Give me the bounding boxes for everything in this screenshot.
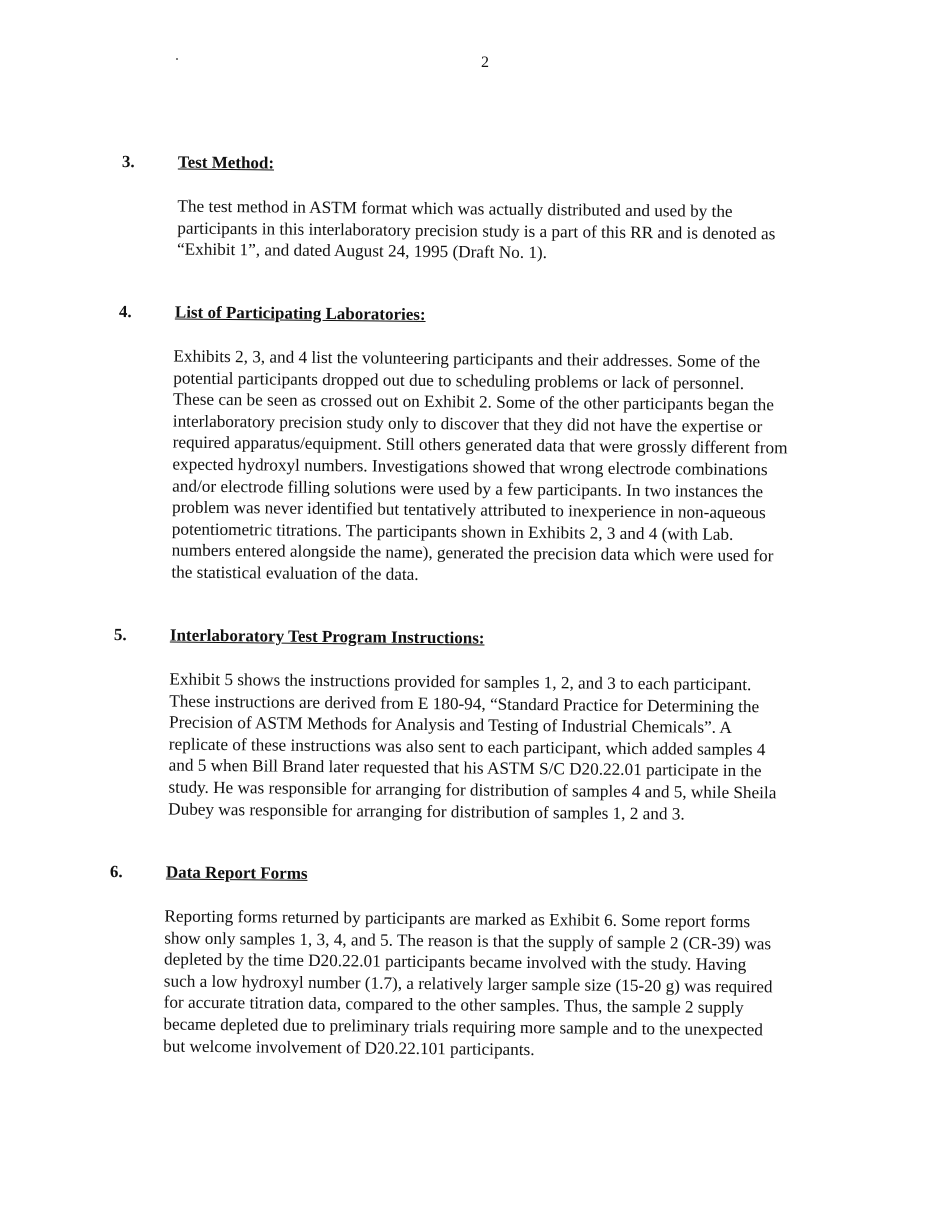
section-body [168, 669, 777, 826]
section-heading [114, 625, 778, 651]
paragraph-line: These can be seen as crossed out on Exhibit 2. Some of the other participants began the [172, 389, 775, 415]
paragraph-line: Exhibits 2, 3, and 4 list the volunteering participants and their addresses. Some of the [173, 346, 761, 372]
section-heading [122, 152, 776, 178]
paragraph-line: “Exhibit 1”, and dated August 24, 1995 (Draft No. 1). [176, 239, 548, 263]
paragraph-line: expected hydroxyl numbers. Investigations showed that wrong electrode combinations [172, 454, 768, 480]
paragraph-line: potentiometric titrations. The participants shown in Exhibits 2, 3 and 4 (with Lab. [171, 519, 734, 544]
paragraph-line: and/or electrode filling solutions were used by a few participants. In two instances the [172, 476, 764, 501]
paragraph-line: such a low hydroxyl number (1.7), a relatively larger sample size (15-20 g) was required [163, 971, 773, 997]
section-data-report-forms [108, 862, 774, 1063]
paragraph-line: and 5 when Bill Brand later requested that his ASTM S/C D20.22.01 participate in the [168, 755, 762, 781]
section-title: Interlaboratory Test Program Instructions: [169, 625, 485, 648]
paragraph-line: Reporting forms returned by participants are marked as Exhibit 6. Some report forms [164, 906, 751, 932]
paragraph-line: but welcome involvement of D20.22.101 participants. [163, 1036, 535, 1059]
paragraph-line: The test method in ASTM format which was actually distributed and used by the [177, 196, 733, 221]
paragraph-line: Exhibit 5 shows the instructions provided for samples 1, 2, and 3 to each participant. [169, 669, 752, 695]
section-number: 5. [113, 625, 127, 645]
section-heading [119, 302, 789, 328]
page-number: 2 [481, 54, 489, 71]
paragraph-line: show only samples 1, 3, 4, and 5. The reason is that the supply of sample 2 (CR-39) was [164, 928, 772, 953]
paragraph-line: potential participants dropped out due to scheduling problems or lack of personnel. [173, 368, 745, 393]
paragraph-line: required apparatus/equipment. Still others generated data that were grossly different from [172, 432, 788, 458]
paragraph-line: problem was never identified but tentatively attributed to inexperience in non-aqueous [171, 497, 766, 523]
paragraph-line: for accurate titration data, compared to the other samples. Thus, the sample 2 supply [163, 992, 744, 1018]
section-title: Test Method: [177, 152, 275, 173]
section-title: List of Participating Laboratories: [174, 302, 426, 324]
paragraph-line: numbers entered alongside the name), generated the precision data which were used for [171, 540, 774, 566]
section-test-method [121, 152, 776, 266]
paragraph-line: participants in this interlaboratory precision study is a part of this RR and is denoted as [177, 218, 776, 243]
paragraph-line: replicate of these instructions was also sent to each participant, which added samples 4 [168, 734, 766, 760]
scan-speck [176, 58, 178, 60]
section-title: Data Report Forms [165, 862, 308, 883]
section-participating-laboratories [116, 302, 789, 589]
paragraph-line: depleted by the time D20.22.01 participants became involved with the study. Having [163, 949, 747, 975]
section-heading [110, 862, 774, 888]
paragraph-line: study. He was responsible for arranging for distribution of samples 4 and 5, while Sheila [168, 777, 777, 803]
section-body [177, 196, 776, 267]
paragraph-line: Precision of ASTM Methods for Analysis and Testing of Industrial Chemicals”. A [168, 712, 732, 738]
section-test-program-instructions [112, 625, 778, 826]
section-body [163, 906, 773, 1063]
paragraph-line: became depleted due to preliminary trials requiring more sample and to the unexpected [163, 1014, 763, 1040]
section-number: 6. [109, 862, 123, 882]
paragraph-line: the statistical evaluation of the data. [171, 562, 419, 584]
section-body [171, 346, 788, 589]
section-number: 3. [121, 152, 135, 172]
paragraph-line: Dubey was responsible for arranging for distribution of samples 1, 2 and 3. [168, 799, 685, 824]
section-number: 4. [118, 302, 132, 322]
paragraph-line: interlaboratory precision study only to discover that they did not have the expertise or [172, 411, 763, 436]
paragraph-line: These instructions are derived from E 180-94, “Standard Practice for Determining the [169, 691, 760, 716]
